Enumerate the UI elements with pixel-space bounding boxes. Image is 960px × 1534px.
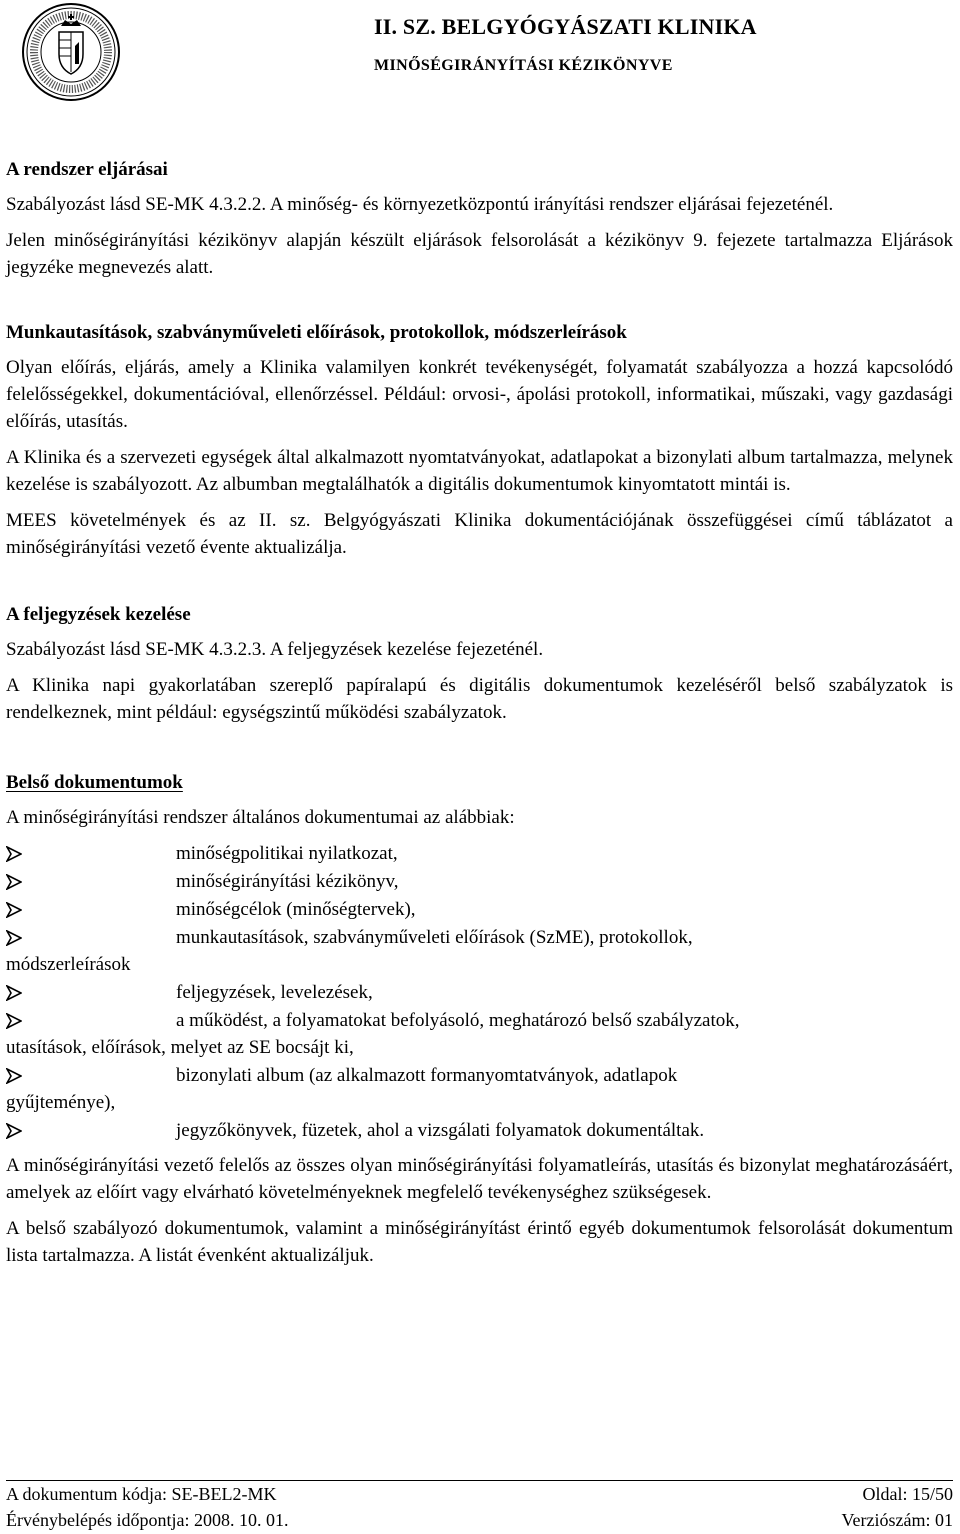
list-item-continuation: utasítások, előírások, melyet az SE bocsájt ki, <box>6 1037 354 1058</box>
arrowhead-bullet-icon <box>6 985 22 1001</box>
paragraph: A belső szabályozó dokumentumok, valamint a minőségirányítást érintő egyéb dokumentumok felsorolását dokumentum lista tartalmazza. A listát évenként aktualizáljuk. <box>6 1218 953 1266</box>
list-item-text: bizonylati album (az alkalmazott formanyomtatványok, adatlapok <box>176 1065 678 1086</box>
footer-row-bottom <box>6 1507 953 1533</box>
section-heading-internal-documents: Belső dokumentumok <box>6 772 183 793</box>
document-body <box>6 156 953 1278</box>
university-seal-icon <box>21 2 121 102</box>
paragraph: A Klinika napi gyakorlatában szereplő papíralapú és digitális dokumentumok kezeléséről belső szabályzatok is rendelkeznek, mint például: egységszintű működési szabályzatok. <box>6 675 953 723</box>
paragraph: Szabályozást lásd SE-MK 4.3.2.2. A minőség- és környezetközpontú irányítási rendszer eljárásai fejezeténél. <box>6 194 834 215</box>
header-subtitle: MINŐSÉGIRÁNYÍTÁSI KÉZIKÖNYVE <box>374 57 673 74</box>
list-item-continuation: módszerleírások <box>6 954 131 975</box>
footer-row-top <box>6 1481 953 1507</box>
list-item <box>6 924 953 978</box>
list-item <box>6 1117 953 1144</box>
list-item-continuation: gyűjteménye), <box>6 1092 116 1113</box>
list-item-text: a működést, a folyamatokat befolyásoló, meghatározó belső szabályzatok, <box>176 1010 740 1031</box>
page-footer <box>6 1480 953 1534</box>
list-item-text: minőségcélok (minőségtervek), <box>176 899 416 920</box>
header-title: II. SZ. BELGYÓGYÁSZATI KLINIKA <box>374 14 757 39</box>
section-heading-work-instructions: Munkautasítások, szabványműveleti előírások, protokollok, módszerleírások <box>6 322 627 343</box>
arrowhead-bullet-icon <box>6 1068 22 1084</box>
arrowhead-bullet-icon <box>6 874 22 890</box>
list-item-text: feljegyzések, levelezések, <box>176 982 373 1003</box>
list-item <box>6 1007 953 1061</box>
version-number: Verziószám: 01 <box>841 1510 953 1530</box>
arrowhead-bullet-icon <box>6 1013 22 1029</box>
list-item-text: munkautasítások, szabványműveleti előírások (SzME), protokollok, <box>176 927 693 948</box>
list-item-text: jegyzőkönyvek, füzetek, ahol a vizsgálati folyamatok dokumentáltak. <box>176 1120 705 1141</box>
paragraph: Jelen minőségirányítási kézikönyv alapján készült eljárások felsorolását a kézikönyv 9. fejezete tartalmazza Eljárások jegyzéke megnevezés alatt. <box>6 230 953 278</box>
document-types-list <box>6 840 953 1144</box>
paragraph: Olyan előírás, eljárás, amely a Klinika valamilyen konkrét tevékenységét, folyamatát szabályozza a hozzá kapcsolódó felelősségekkel, dokumentációval, ellenőrzéssel. Például: orvosi-, ápolási protokoll, informatikai, műszaki, vagy gazdasági előírás, utasítás. <box>6 357 953 432</box>
effective-date: Érvénybelépés időpontja: 2008. 10. 01. <box>6 1510 289 1530</box>
list-item <box>6 979 953 1006</box>
section-heading-system-procedures: A rendszer eljárásai <box>6 159 168 180</box>
page-header <box>0 0 960 102</box>
list-item <box>6 840 953 867</box>
section-heading-records: A feljegyzések kezelése <box>6 604 191 625</box>
arrowhead-bullet-icon <box>6 930 22 946</box>
arrowhead-bullet-icon <box>6 846 22 862</box>
document-code: A dokumentum kódja: SE-BEL2-MK <box>6 1484 277 1504</box>
page-number: Oldal: 15/50 <box>862 1484 953 1504</box>
arrowhead-bullet-icon <box>6 1123 22 1139</box>
list-item-text: minőségpolitikai nyilatkozat, <box>176 843 398 864</box>
list-item <box>6 896 953 923</box>
paragraph: A Klinika és a szervezeti egységek által alkalmazott nyomtatványokat, adatlapokat a bizonylati album tartalmazza, melynek kezelése is szabályozott. Az albumban megtalálhatók a digitális dokumentumok kinyomtatott mintái is. <box>6 447 953 495</box>
arrowhead-bullet-icon <box>6 902 22 918</box>
paragraph-intro: A minőségirányítási rendszer általános dokumentumai az alábbiak: <box>6 807 515 828</box>
list-item <box>6 1062 953 1116</box>
paragraph: MEES követelmények és az II. sz. Belgyógyászati Klinika dokumentációjának összefüggései című táblázatot a minőségirányítási vezető évente aktualizálja. <box>6 510 953 558</box>
paragraph: A minőségirányítási vezető felelős az összes olyan minőségirányítási folyamatleírás, utasítás és bizonylat meghatározásáért, amelyek az előírt vagy elvárható követelményeknek megfelelő tevékenységhez szükségesek. <box>6 1155 953 1203</box>
paragraph: Szabályozást lásd SE-MK 4.3.2.3. A feljegyzések kezelése fejezeténél. <box>6 639 544 660</box>
list-item-text: minőségirányítási kézikönyv, <box>176 871 399 892</box>
list-item <box>6 868 953 895</box>
